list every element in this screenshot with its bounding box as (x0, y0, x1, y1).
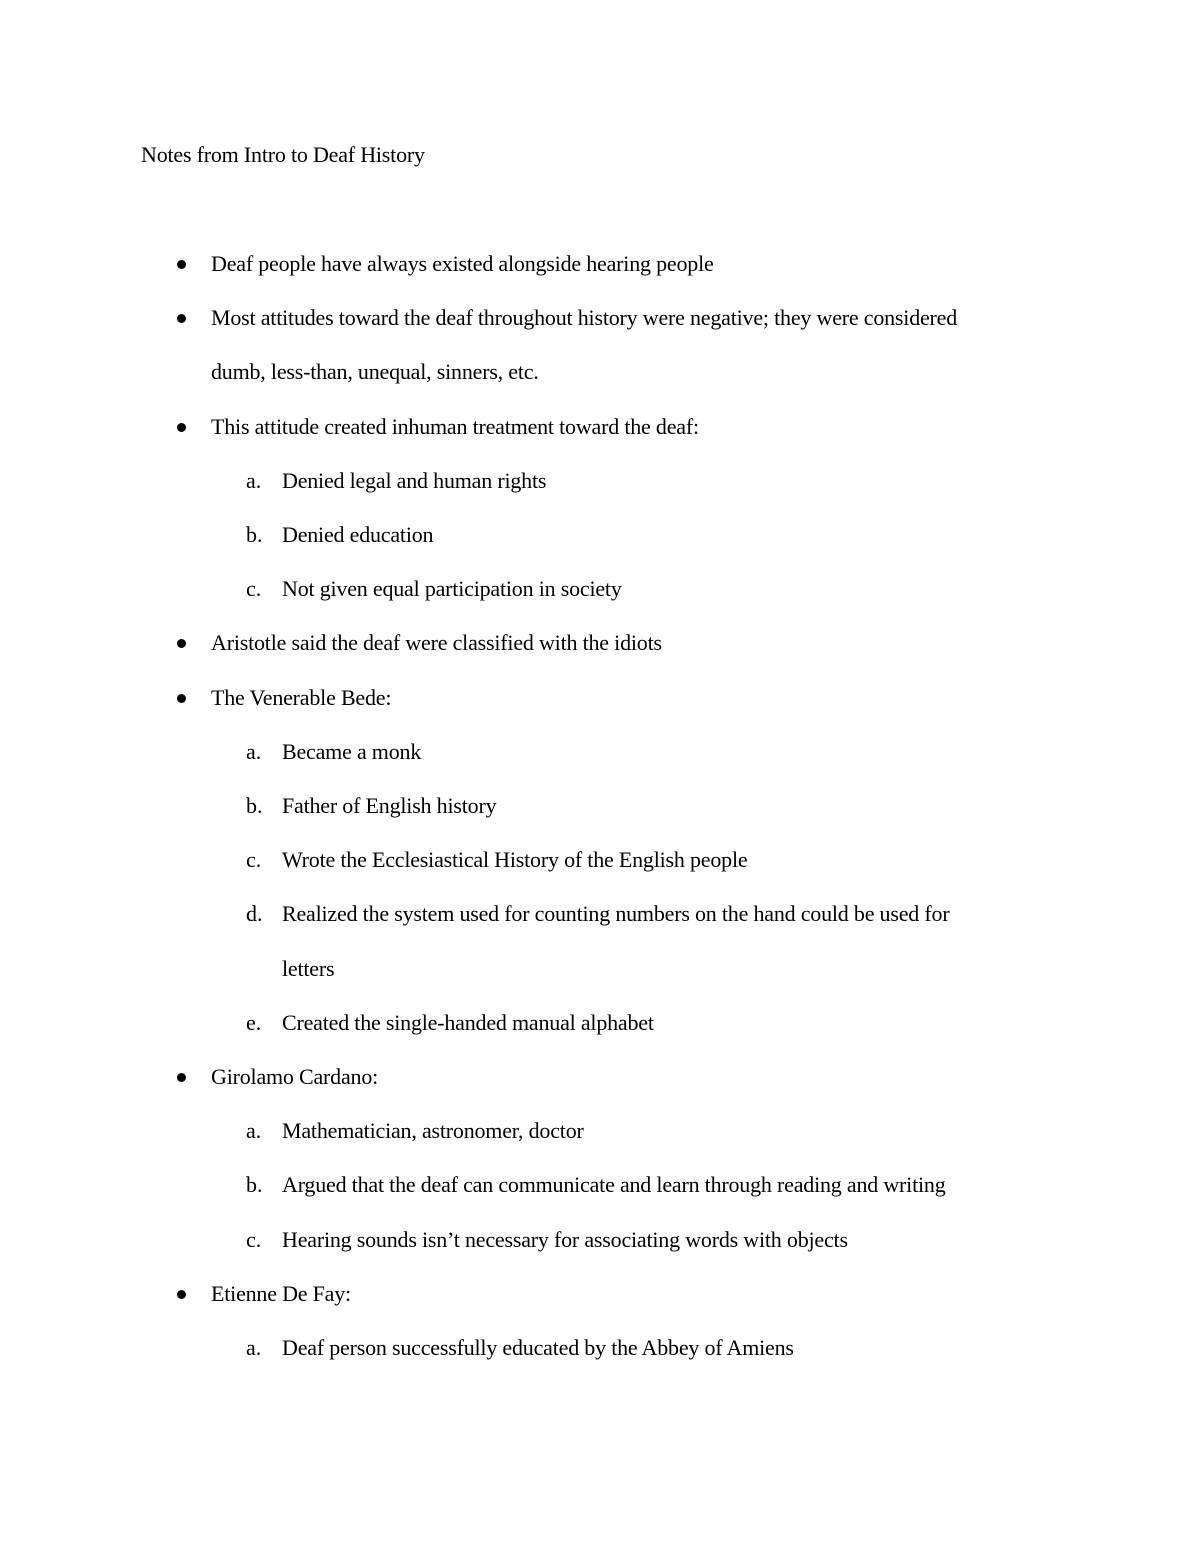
subitem-marker: c. (246, 847, 262, 872)
subitem-marker: d. (246, 901, 263, 926)
bullet-text: Most attitudes toward the deaf throughout history were negative; they were considered (211, 305, 958, 330)
bullet-dot (177, 1073, 186, 1082)
bullet-dot (177, 1290, 186, 1299)
subitem-text: letters (282, 956, 335, 981)
bullet-text: dumb, less-than, unequal, sinners, etc. (211, 359, 539, 384)
bullet-dot (177, 639, 186, 648)
subitem-marker: a. (246, 1335, 262, 1360)
subitem-marker: a. (246, 1118, 262, 1143)
subitem-marker: b. (246, 522, 263, 547)
subitem-marker: a. (246, 739, 262, 764)
bullet-text: Aristotle said the deaf were classified with the idiots (211, 630, 662, 655)
subitem-marker: c. (246, 1227, 262, 1252)
subitem-marker: b. (246, 1172, 263, 1197)
subitem-text: Hearing sounds isn’t necessary for associating words with objects (282, 1227, 848, 1252)
subitem-text: Denied education (282, 522, 434, 547)
bullet-dot (177, 694, 186, 703)
subitem-marker: e. (246, 1010, 262, 1035)
subitem-text: Denied legal and human rights (282, 468, 547, 493)
bullet-text: Girolamo Cardano: (211, 1064, 379, 1089)
subitem-text: Deaf person successfully educated by the Abbey of Amiens (282, 1335, 794, 1360)
bullet-dot (177, 260, 186, 269)
bullet-dot (177, 423, 186, 432)
bullet-text: The Venerable Bede: (211, 685, 392, 710)
document-title: Notes from Intro to Deaf History (141, 142, 425, 167)
subitem-text: Wrote the Ecclesiastical History of the English people (282, 847, 748, 872)
subitem-text: Became a monk (282, 739, 422, 764)
subitem-text: Created the single-handed manual alphabet (282, 1010, 654, 1035)
subitem-marker: b. (246, 793, 263, 818)
subitem-text: Realized the system used for counting numbers on the hand could be used for (282, 901, 950, 926)
subitem-text: Mathematician, astronomer, doctor (282, 1118, 584, 1143)
subitem-marker: c. (246, 576, 262, 601)
subitem-text: Argued that the deaf can communicate and learn through reading and writing (282, 1172, 946, 1197)
subitem-text: Father of English history (282, 793, 497, 818)
subitem-marker: a. (246, 468, 262, 493)
bullet-dot (177, 314, 186, 323)
subitem-text: Not given equal participation in society (282, 576, 622, 601)
bullet-text: Deaf people have always existed alongside hearing people (211, 251, 714, 276)
bullet-text: This attitude created inhuman treatment toward the deaf: (211, 414, 699, 439)
bullet-text: Etienne De Fay: (211, 1281, 351, 1306)
